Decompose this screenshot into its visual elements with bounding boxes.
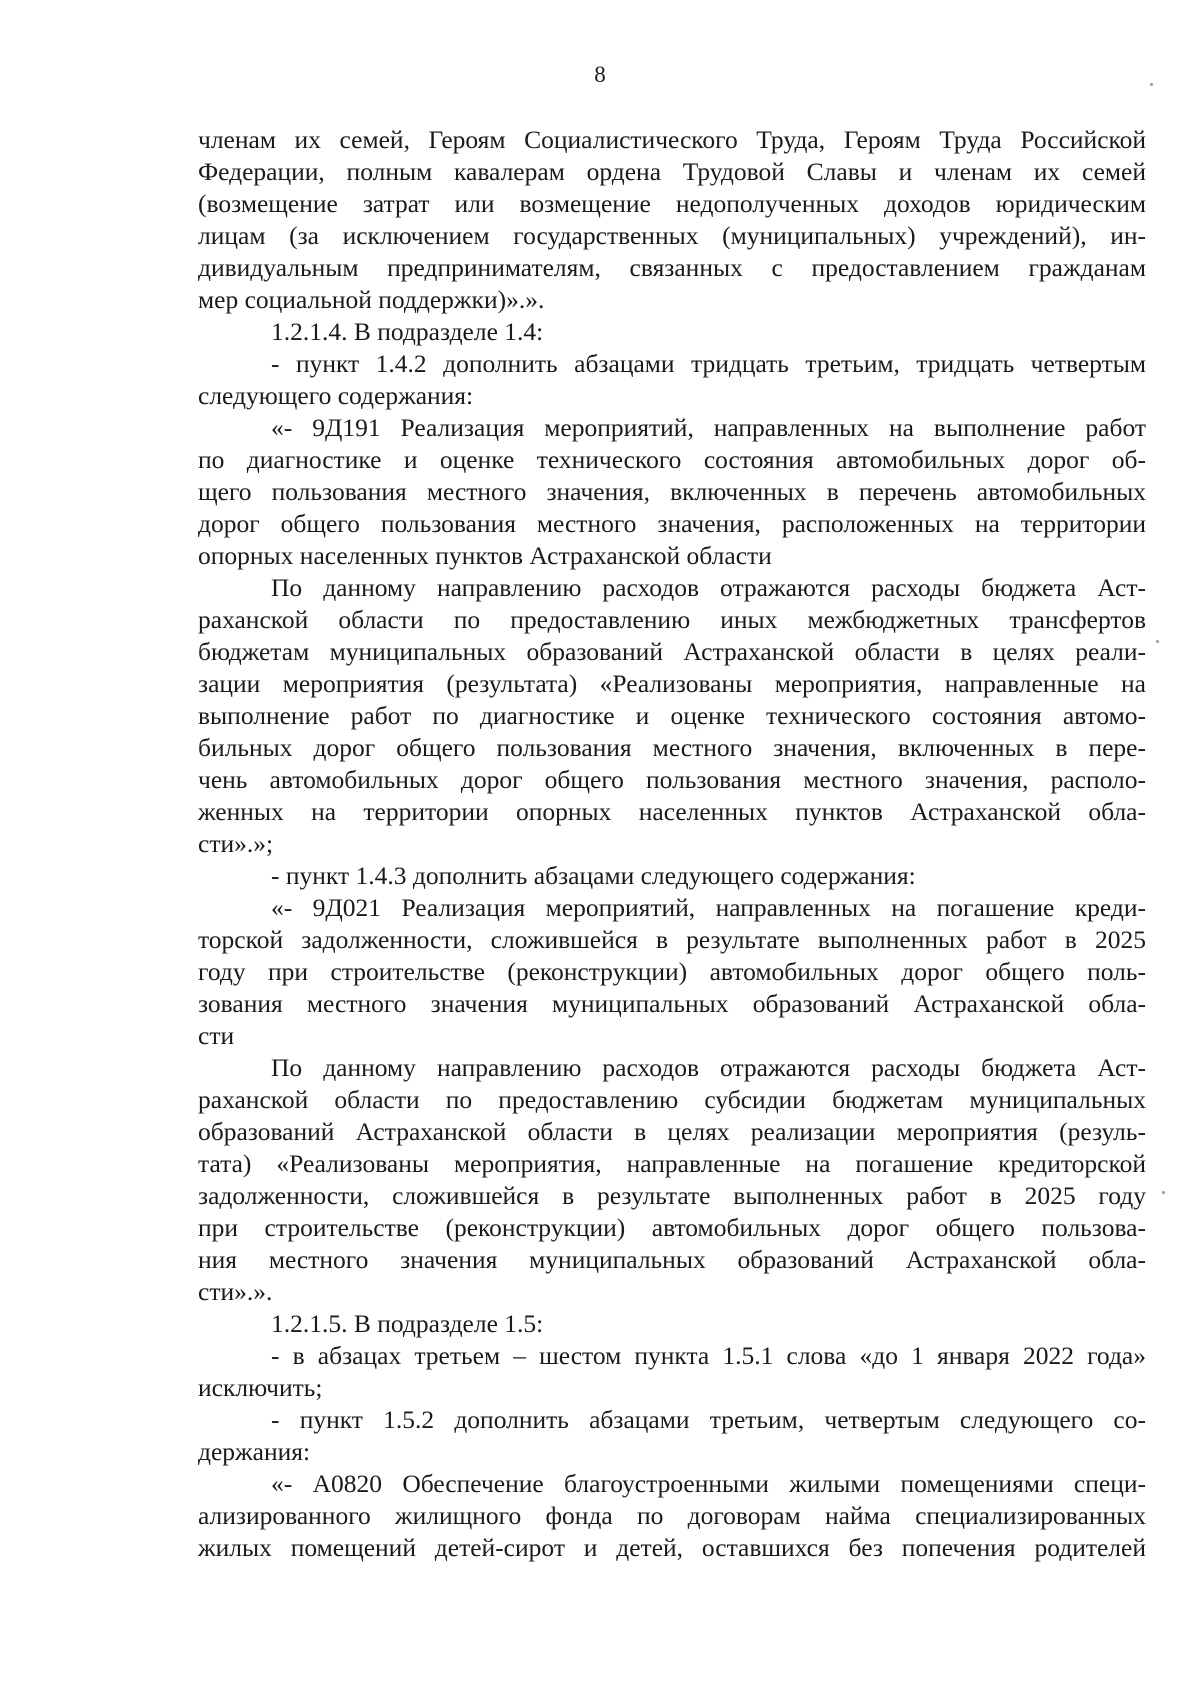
text-line: сти	[198, 1021, 235, 1050]
text-line: чень автомобильных дорог общего пользования местного значения, располо-	[198, 765, 1146, 794]
text-line: выполнение работ по диагностике и оценке технического состояния автомо-	[198, 701, 1146, 730]
text-line: 1.2.1.4. В подразделе 1.4:	[271, 317, 544, 346]
text-line: по диагностике и оценке технического состояния автомобильных дорог об-	[198, 445, 1146, 474]
text-line: зования местного значения муниципальных образований Астраханской обла-	[198, 989, 1146, 1018]
text-line: раханской области по предоставлению иных межбюджетных трансфертов	[198, 605, 1146, 634]
scan-speck	[1156, 640, 1159, 643]
text-line: - пункт 1.4.2 дополнить абзацами тридцать третьим, тридцать четвертым	[271, 349, 1146, 378]
text-line: лицам (за исключением государственных (муниципальных) учреждений), ин-	[198, 221, 1146, 250]
text-line: - пункт 1.5.2 дополнить абзацами третьим, четвертым следующего со-	[271, 1405, 1146, 1434]
text-line: «- 9Д021 Реализация мероприятий, направленных на погашение креди-	[271, 893, 1146, 922]
text-line: ния местного значения муниципальных образований Астраханской обла-	[198, 1245, 1146, 1274]
text-line: при строительстве (реконструкции) автомобильных дорог общего пользова-	[198, 1213, 1146, 1242]
text-line: мер социальной поддержки)».».	[198, 285, 545, 314]
text-line: исключить;	[198, 1373, 323, 1402]
text-line: сти».»;	[198, 829, 274, 858]
text-line: году при строительстве (реконструкции) автомобильных дорог общего поль-	[198, 957, 1146, 986]
text-line: «- А0820 Обеспечение благоустроенными жилыми помещениями специ-	[271, 1469, 1146, 1498]
text-line: сти».».	[198, 1277, 273, 1306]
text-line: ализированного жилищного фонда по договорам найма специализированных	[198, 1501, 1146, 1530]
text-line: Федерации, полным кавалерам ордена Трудовой Славы и членам их семей	[198, 157, 1146, 186]
text-line: бильных дорог общего пользования местного значения, включенных в пере-	[198, 733, 1146, 762]
text-line: «- 9Д191 Реализация мероприятий, направленных на выполнение работ	[271, 413, 1146, 442]
text-line: торской задолженности, сложившейся в результате выполненных работ в 2025	[198, 925, 1146, 954]
text-line: раханской области по предоставлению субсидии бюджетам муниципальных	[198, 1085, 1146, 1114]
text-line: женных на территории опорных населенных пунктов Астраханской обла-	[198, 797, 1146, 826]
text-line: По данному направлению расходов отражаются расходы бюджета Аст-	[271, 573, 1146, 602]
text-line: - в абзацах третьем – шестом пункта 1.5.1 слова «до 1 января 2022 года»	[271, 1341, 1146, 1370]
text-line: членам их семей, Героям Социалистического Труда, Героям Труда Российской	[198, 125, 1146, 154]
text-line: тата) «Реализованы мероприятия, направленные на погашение кредиторской	[198, 1149, 1146, 1178]
text-line: зации мероприятия (результата) «Реализованы мероприятия, направленные на	[198, 669, 1146, 698]
scan-speck	[1162, 1191, 1165, 1194]
text-line: - пункт 1.4.3 дополнить абзацами следующего содержания:	[271, 861, 916, 890]
text-line: (возмещение затрат или возмещение недополученных доходов юридическим	[198, 189, 1146, 218]
scan-speck	[1150, 83, 1153, 86]
text-line: жилых помещений детей-сирот и детей, оставшихся без попечения родителей	[198, 1533, 1146, 1562]
text-line: По данному направлению расходов отражаются расходы бюджета Аст-	[271, 1053, 1146, 1082]
text-line: дивидуальным предпринимателям, связанных с предоставлением гражданам	[198, 253, 1146, 282]
text-line: задолженности, сложившейся в результате выполненных работ в 2025 году	[198, 1181, 1146, 1210]
text-line: образований Астраханской области в целях реализации мероприятия (резуль-	[198, 1117, 1146, 1146]
text-line: бюджетам муниципальных образований Астраханской области в целях реали-	[198, 637, 1146, 666]
text-line: следующего содержания:	[198, 381, 474, 410]
text-line: держания:	[198, 1437, 311, 1466]
text-line: щего пользования местного значения, включенных в перечень автомобильных	[198, 477, 1146, 506]
text-line: опорных населенных пунктов Астраханской области	[198, 541, 772, 570]
text-line: 1.2.1.5. В подразделе 1.5:	[271, 1309, 544, 1338]
document-body	[198, 124, 1146, 1564]
text-line: дорог общего пользования местного значения, расположенных на территории	[198, 509, 1146, 538]
page-number: 8	[594, 62, 606, 87]
